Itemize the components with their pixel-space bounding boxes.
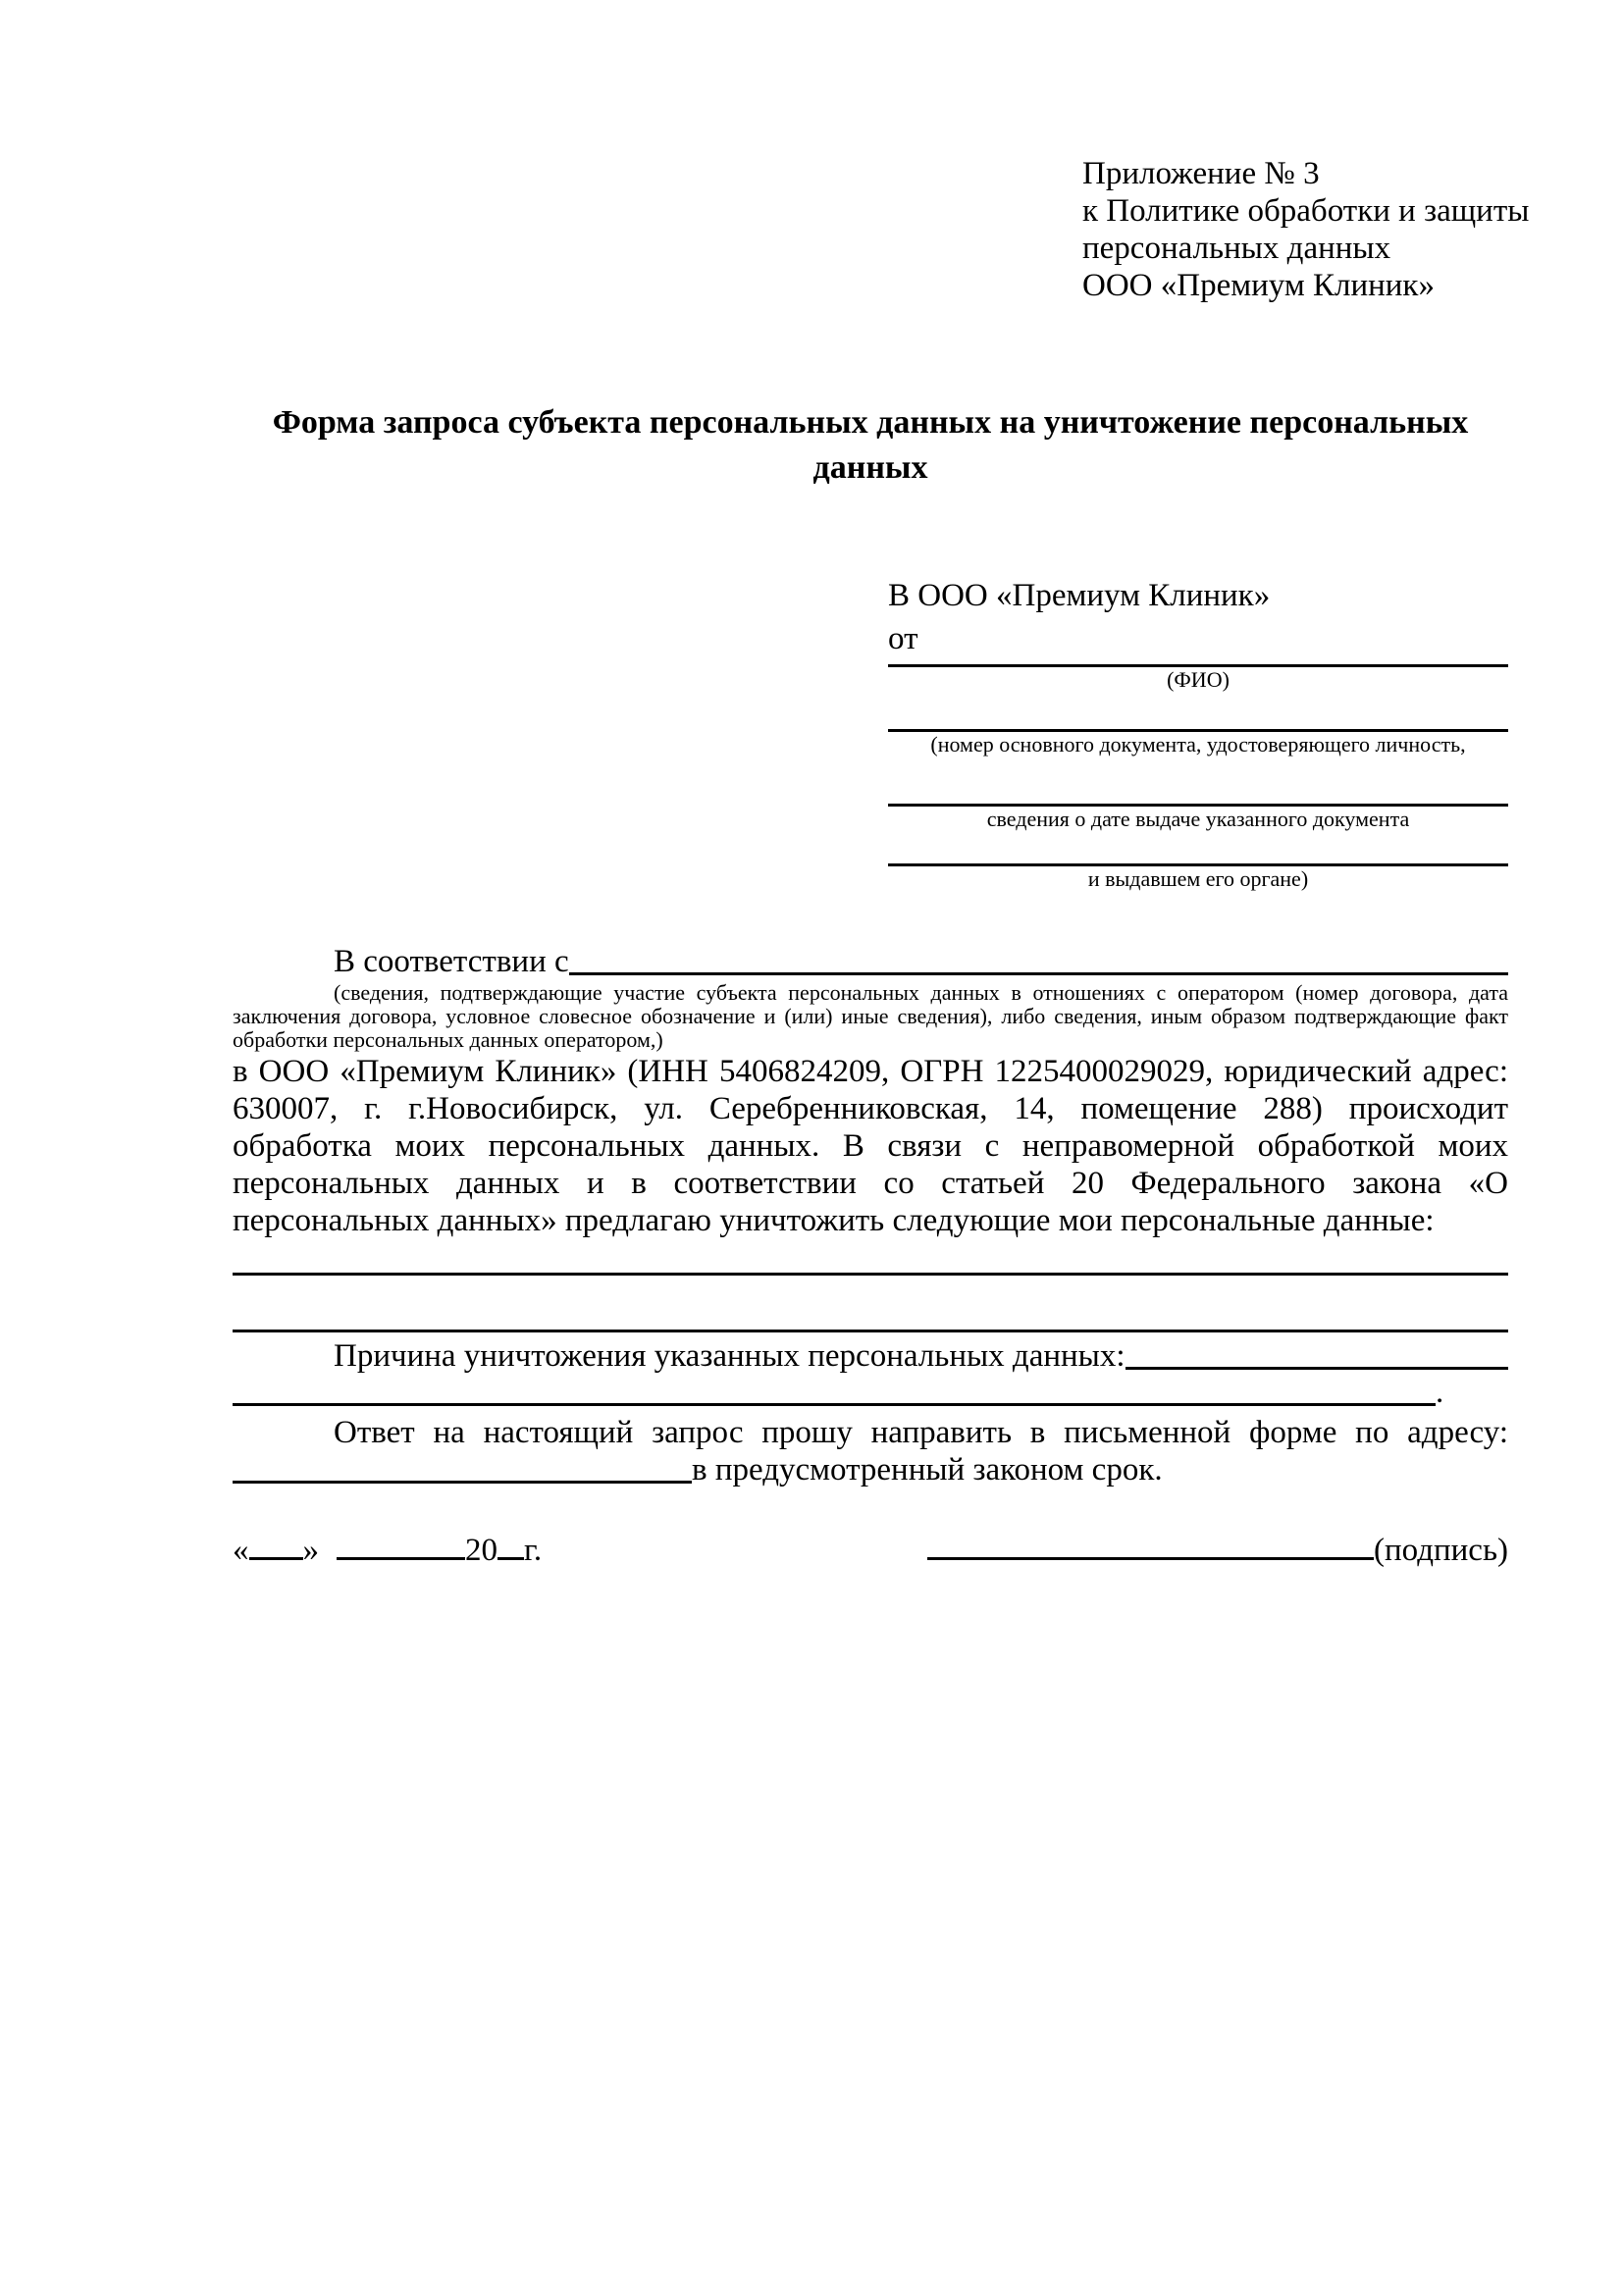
addressee-from-label: от bbox=[888, 621, 918, 656]
addressee-organization: В ООО «Премиум Клиник» bbox=[888, 578, 1271, 613]
response-address-row bbox=[233, 1451, 1508, 1488]
reason-period: . bbox=[1436, 1375, 1444, 1410]
data-blank-line-2 bbox=[233, 1330, 1508, 1332]
form-title: Форма запроса субъекта персональных данных на уничтожение персональных данных bbox=[272, 404, 1469, 486]
date-field bbox=[233, 1529, 542, 1572]
accordance-row bbox=[233, 943, 1508, 980]
month-blank bbox=[337, 1557, 465, 1560]
reason-label: Причина уничтожения указанных персональных данных: bbox=[334, 1338, 1126, 1374]
issuing-authority-caption: и выдавшем его органе) bbox=[1087, 866, 1309, 891]
date-open-quote: « bbox=[233, 1533, 249, 1568]
reason-blank-line-2 bbox=[233, 1374, 1436, 1406]
appendix-header bbox=[1082, 155, 1529, 304]
signature-blank-line bbox=[927, 1557, 1374, 1560]
year-blank bbox=[497, 1557, 524, 1560]
signature-field bbox=[927, 1529, 1508, 1572]
data-blank-line-1 bbox=[233, 1273, 1508, 1276]
addressee-block bbox=[888, 574, 1508, 892]
date-signature-row bbox=[233, 1529, 1508, 1572]
year-suffix: г. bbox=[524, 1533, 543, 1568]
reason-continuation-row bbox=[233, 1374, 1508, 1411]
reason-row bbox=[233, 1337, 1508, 1375]
reason-blank-line bbox=[1126, 1337, 1508, 1370]
appendix-header-line: к Политике обработки и защиты bbox=[1082, 193, 1530, 229]
address-blank-line bbox=[233, 1451, 692, 1484]
day-blank bbox=[249, 1557, 303, 1560]
accordance-lead: В соответствии с bbox=[334, 944, 569, 979]
issue-date-caption: сведения о дате выдаче указанного документа bbox=[986, 807, 1410, 831]
date-close-quote: » bbox=[302, 1533, 319, 1568]
signature-caption: (подпись) bbox=[1374, 1533, 1508, 1568]
body-paragraph: в ООО «Премиум Клиник» (ИНН 5406824209, ОГРН 1225400029029, юридический адрес: 630007, г. г.Новосибирск, ул. Серебренниковская, 14, помещение 288) происходит обработка моих персональных данных. В связи с неправомерной обработкой моих персональных данных и в соответствии со статьей 20 Федерального закона «О персональных данных» предлагаю уничтожить следующие мои персональные данные: bbox=[233, 1054, 1508, 1238]
year-prefix: 20 bbox=[465, 1533, 497, 1568]
appendix-header-line: ООО «Премиум Клиник» bbox=[1082, 268, 1435, 303]
fio-caption: (ФИО) bbox=[1167, 667, 1230, 692]
response-request: Ответ на настоящий запрос прошу направить в письменной форме по адресу: bbox=[334, 1415, 1508, 1450]
accordance-note: (сведения, подтверждающие участие субъекта персональных данных в отношениях с оператором (номер договора, дата заключения договора, условное словесное обозначение и (или) иные сведения), либо сведения, иным образом подтверждающие факт обработки персональных данных оператором,) bbox=[233, 980, 1508, 1052]
appendix-header-line: персональных данных bbox=[1082, 231, 1391, 266]
document-number-caption: (номер основного документа, удостоверяющего личность, bbox=[930, 732, 1466, 757]
response-tail: в предусмотренный законом срок. bbox=[692, 1452, 1163, 1487]
appendix-header-line: Приложение № 3 bbox=[1082, 156, 1320, 191]
accordance-blank-line bbox=[569, 943, 1508, 975]
